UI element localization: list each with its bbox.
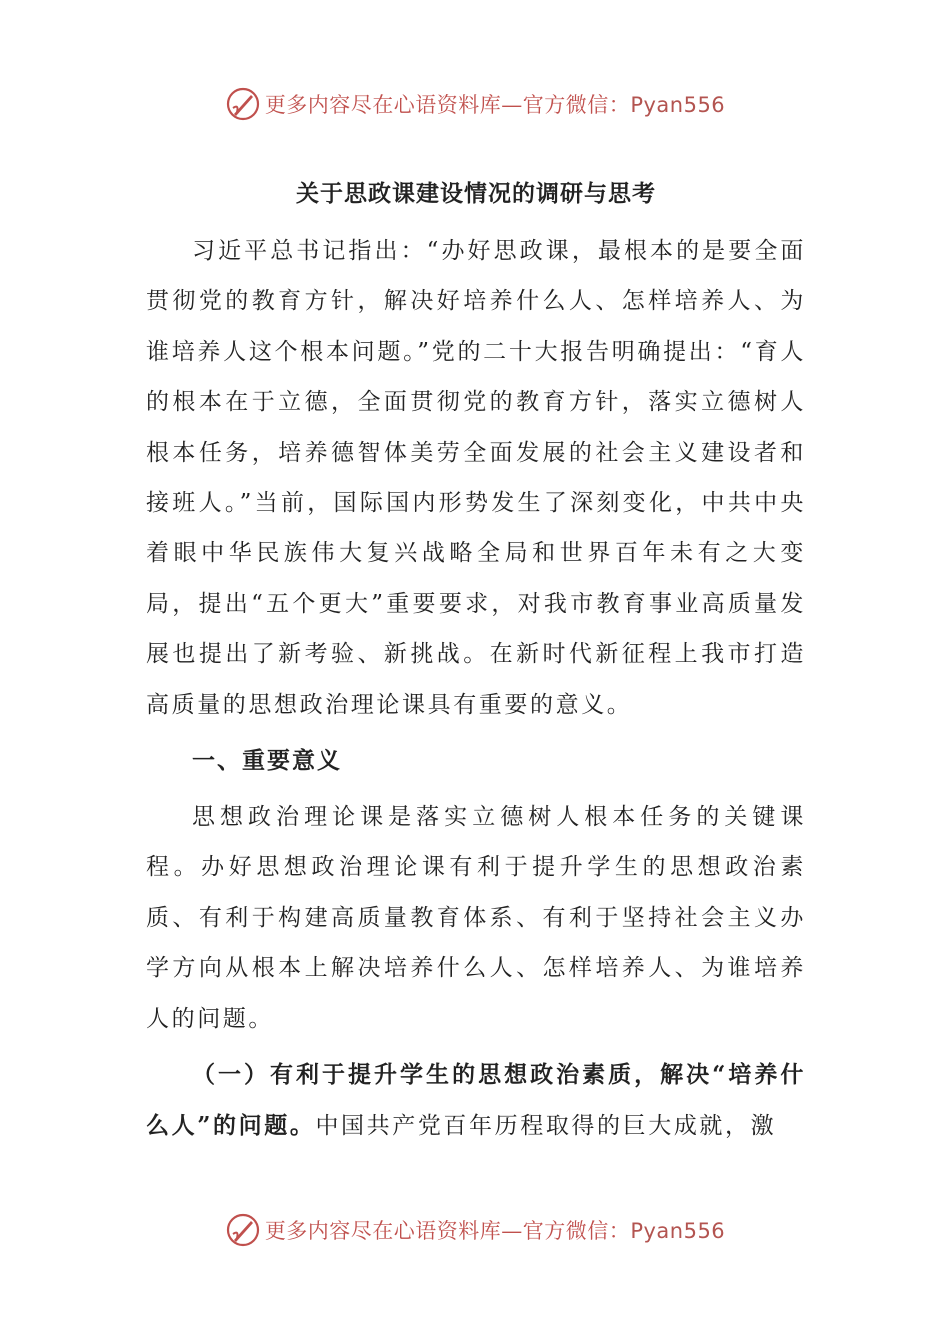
quill-logo-icon xyxy=(225,1212,261,1248)
watermark-text: 更多内容尽在心语资料库—官方微信：Pyan556 xyxy=(264,1219,726,1243)
quill-logo-icon xyxy=(225,86,261,122)
watermark-banner-bottom xyxy=(0,1208,950,1252)
document-body xyxy=(146,170,806,1151)
watermark-banner-top xyxy=(0,82,950,126)
watermark-wechat-id: Pyan556 xyxy=(630,1219,726,1243)
subsection-1-paragraph xyxy=(146,1050,806,1151)
subsection-1-text: 中国共产党百年历程取得的巨大成就，激 xyxy=(315,1112,777,1139)
section-1-paragraph: 思想政治理论课是落实立德树人根本任务的关键课程。办好思想政治理论课有利于提升学生的思想政治素质、有利于构建高质量教育体系、有利于坚持社会主义办学方向从根本上解决培养什么人、怎样培养人、为谁培养人的问题。 xyxy=(146,804,806,1032)
subsection-1-heading: （一）有利于提升学生的思想政治素质，解决“培养什么人”的问题。 xyxy=(146,1061,806,1139)
document-title: 关于思政课建设情况的调研与思考 xyxy=(296,180,656,207)
intro-paragraph: 习近平总书记指出：“办好思政课，最根本的是要全面贯彻党的教育方针，解决好培养什么人、怎样培养人、为谁培养人这个根本问题。”党的二十大报告明确提出：“育人的根本在于立德，全面贯彻党的教育方针，落实立德树人根本任务，培养德智体美劳全面发展的社会主义建设者和接班人。”当前，国际国内形势发生了深刻变化，中共中央着眼中华民族伟大复兴战略全局和世界百年未有之大变局，提出“五个更大”重要要求，对我市教育事业高质量发展也提出了新考验、新挑战。在新时代新征程上我市打造高质量的思想政治理论课具有重要的意义。 xyxy=(146,238,806,718)
watermark-text: 更多内容尽在心语资料库—官方微信：Pyan556 xyxy=(264,93,726,117)
watermark-wechat-id: Pyan556 xyxy=(630,93,726,117)
section-heading-1: 一、重要意义 xyxy=(192,747,342,775)
